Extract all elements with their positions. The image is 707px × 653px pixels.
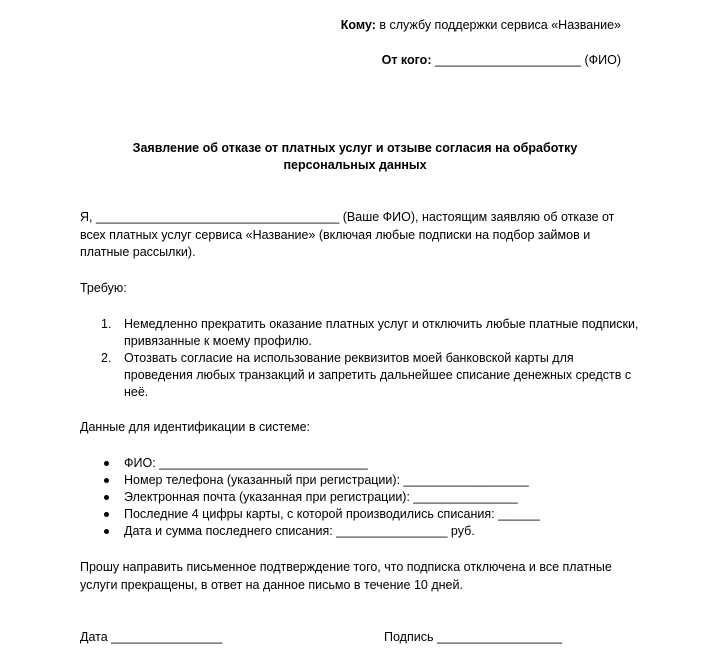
demand-item	[80, 350, 640, 401]
identification-list	[80, 455, 640, 540]
sender-line	[382, 52, 621, 70]
demand-item	[80, 316, 640, 350]
bullet-icon	[104, 478, 109, 483]
demand-item-number: 1.	[101, 317, 112, 331]
sender-suffix: (ФИО)	[584, 53, 621, 67]
demands-list	[80, 316, 640, 401]
demand-label: Требую:	[80, 281, 127, 295]
demand-item-number: 2.	[101, 351, 112, 365]
signature-line: Подпись __________________	[384, 630, 563, 644]
identification-item	[80, 523, 640, 540]
document-title-line-1: Заявление об отказе от платных услуг и отзыве согласия на обработку	[132, 141, 578, 155]
demand-item-text: Немедленно прекратить оказание платных услуг и отключить любые платные подписки, привязанные к моему профилю.	[124, 317, 639, 348]
bullet-icon	[104, 512, 109, 517]
document-title-line-2: персональных данных	[283, 158, 427, 172]
bullet-icon	[104, 495, 109, 500]
identification-item	[80, 455, 640, 472]
identification-item	[80, 506, 640, 523]
identification-label: Данные для идентификации в системе:	[80, 420, 311, 434]
document-title	[80, 140, 630, 174]
identification-item-text: Электронная почта (указанная при регистрации): _______________	[124, 490, 518, 504]
identification-item	[80, 489, 640, 506]
identification-item-text: Дата и сумма последнего списания: ________________ руб.	[124, 524, 475, 538]
intro-paragraph: Я, ___________________________________ (Ваше ФИО), настоящим заявляю об отказе от всех платных услуг сервиса «Название» (включая любые подписки на подбор займов и платные рассылки).	[80, 210, 615, 259]
recipient-line	[341, 17, 621, 35]
date-line: Дата ________________	[80, 630, 223, 644]
recipient-value: в службу поддержки сервиса «Название»	[379, 18, 621, 32]
sender-label: От кого:	[381, 53, 432, 67]
recipient-label: Кому:	[340, 18, 376, 32]
bullet-icon	[104, 529, 109, 534]
identification-item-text: ФИО: ______________________________	[124, 456, 368, 470]
bullet-icon	[104, 461, 109, 466]
sender-blank: _____________________	[434, 53, 581, 67]
identification-item	[80, 472, 640, 489]
identification-item-text: Последние 4 цифры карты, с которой производились списания: ______	[124, 507, 540, 521]
identification-item-text: Номер телефона (указанный при регистрации): __________________	[124, 473, 529, 487]
closing-paragraph: Прошу направить письменное подтверждение того, что подписка отключена и все платные услуги прекращены, в ответ на данное письмо в течение 10 дней.	[80, 560, 612, 592]
demand-item-text: Отозвать согласие на использование реквизитов моей банковской карты для проведения любых транзакций и запретить дальнейшее списание денежных средств с неё.	[124, 351, 632, 399]
